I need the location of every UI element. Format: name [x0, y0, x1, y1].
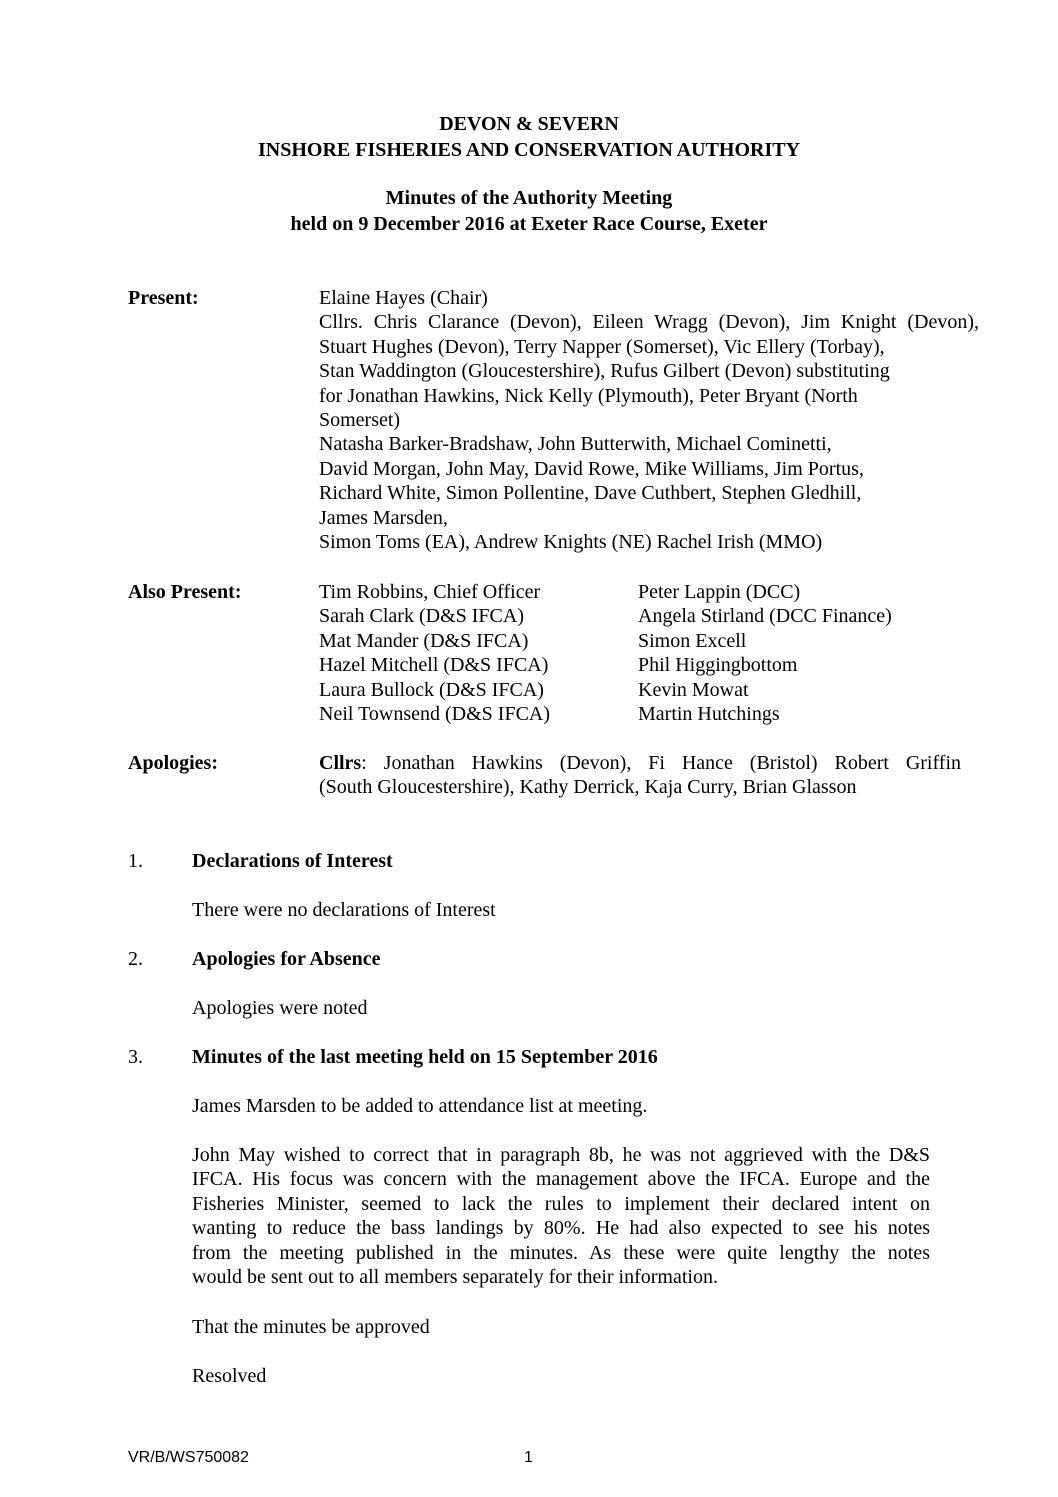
- cllrs-prefix: Cllrs: [319, 752, 362, 774]
- document-reference: VR/B/WS750082: [128, 1449, 249, 1466]
- also-present-right-column: [638, 580, 958, 726]
- attendee: Kevin Mowat: [638, 678, 749, 701]
- attendee: Sarah Clark (D&S IFCA): [319, 605, 524, 628]
- attendee: Tim Robbins, Chief Officer: [319, 581, 541, 603]
- section-title: Declarations of Interest: [192, 850, 393, 872]
- section-title: Minutes of the last meeting held on 15 September 2016: [192, 1046, 658, 1068]
- attendee: Phil Higgingbottom: [638, 654, 798, 677]
- org-name-line1: DEVON & SEVERN: [439, 113, 619, 135]
- present-label: Present:: [128, 287, 199, 309]
- document-subtitle: held on 9 December 2016 at Exeter Race Course, Exeter: [290, 213, 768, 235]
- section-paragraph: [192, 1143, 930, 1289]
- section-paragraph: That the minutes be approved: [192, 1316, 430, 1338]
- present-line: Stuart Hughes (Devon), Terry Napper (Somerset), Vic Ellery (Torbay),: [319, 335, 885, 358]
- document-title: Minutes of the Authority Meeting: [385, 187, 673, 209]
- present-line: Richard White, Simon Pollentine, Dave Cuthbert, Stephen Gledhill,: [319, 482, 862, 505]
- section-number: 2.: [128, 948, 143, 970]
- attendee: Hazel Mitchell (D&S IFCA): [319, 654, 549, 677]
- paragraph-line: would be sent out to all members separately for their information.: [192, 1266, 718, 1289]
- attendee: Neil Townsend (D&S IFCA): [319, 703, 551, 726]
- apologies-list: [319, 751, 961, 800]
- paragraph-line: John May wished to correct that in paragraph 8b, he was not aggrieved with the D&S: [192, 1144, 930, 1166]
- present-line: for Jonathan Hawkins, Nick Kelly (Plymouth), Peter Bryant (North: [319, 384, 858, 407]
- present-list: [319, 286, 979, 554]
- present-line: Natasha Barker-Bradshaw, John Butterwith, Michael Cominetti,: [319, 433, 832, 456]
- section-paragraph: James Marsden to be added to attendance list at meeting.: [192, 1095, 648, 1117]
- apologies-names: : Jonathan Hawkins (Devon), Fi Hance (Bristol) Robert Griffin: [361, 752, 961, 774]
- also-present-left-column: [319, 580, 629, 726]
- apologies-line: (South Gloucestershire), Kathy Derrick, Kaja Curry, Brian Glasson: [319, 776, 857, 799]
- section-number: 1.: [128, 850, 143, 872]
- present-line: James Marsden,: [319, 506, 448, 529]
- attendee: Angela Stirland (DCC Finance): [638, 605, 892, 628]
- present-line: Stan Waddington (Gloucestershire), Rufus Gilbert (Devon) substituting: [319, 360, 890, 383]
- present-line: Somerset): [319, 409, 401, 432]
- section-title: Apologies for Absence: [192, 948, 381, 970]
- paragraph-line: Fisheries Minister, seemed to lack the rules to implement their declared intent on: [192, 1192, 930, 1215]
- section-paragraph: Resolved: [192, 1365, 267, 1387]
- attendee: Simon Excell: [638, 629, 747, 652]
- attendee: Mat Mander (D&S IFCA): [319, 629, 529, 652]
- paragraph-line: from the meeting published in the minutes. As these were quite lengthy the notes: [192, 1241, 930, 1264]
- present-line: Simon Toms (EA), Andrew Knights (NE) Rachel Irish (MMO): [319, 531, 823, 554]
- paragraph-line: wanting to reduce the bass landings by 80%. He had also expected to see his notes: [192, 1217, 930, 1240]
- paragraph-line: IFCA. His focus was concern with the management above the IFCA. Europe and the: [192, 1168, 930, 1191]
- apologies-label: Apologies:: [128, 752, 218, 774]
- section-number: 3.: [128, 1046, 143, 1068]
- present-line: David Morgan, John May, David Rowe, Mike Williams, Jim Portus,: [319, 457, 864, 480]
- apologies-line: [319, 751, 961, 775]
- present-line: Elaine Hayes (Chair): [319, 287, 488, 309]
- section-body: Apologies were noted: [192, 997, 368, 1019]
- present-line: Cllrs. Chris Clarance (Devon), Eileen Wragg (Devon), Jim Knight (Devon),: [319, 311, 979, 334]
- section-body: There were no declarations of Interest: [192, 899, 496, 921]
- page-number: 1: [524, 1449, 533, 1466]
- attendee: Martin Hutchings: [638, 703, 780, 726]
- org-name-line2: INSHORE FISHERIES AND CONSERVATION AUTHORITY: [257, 139, 801, 161]
- attendee: Laura Bullock (D&S IFCA): [319, 678, 544, 701]
- also-present-label: Also Present:: [128, 581, 242, 603]
- attendee: Peter Lappin (DCC): [638, 581, 801, 603]
